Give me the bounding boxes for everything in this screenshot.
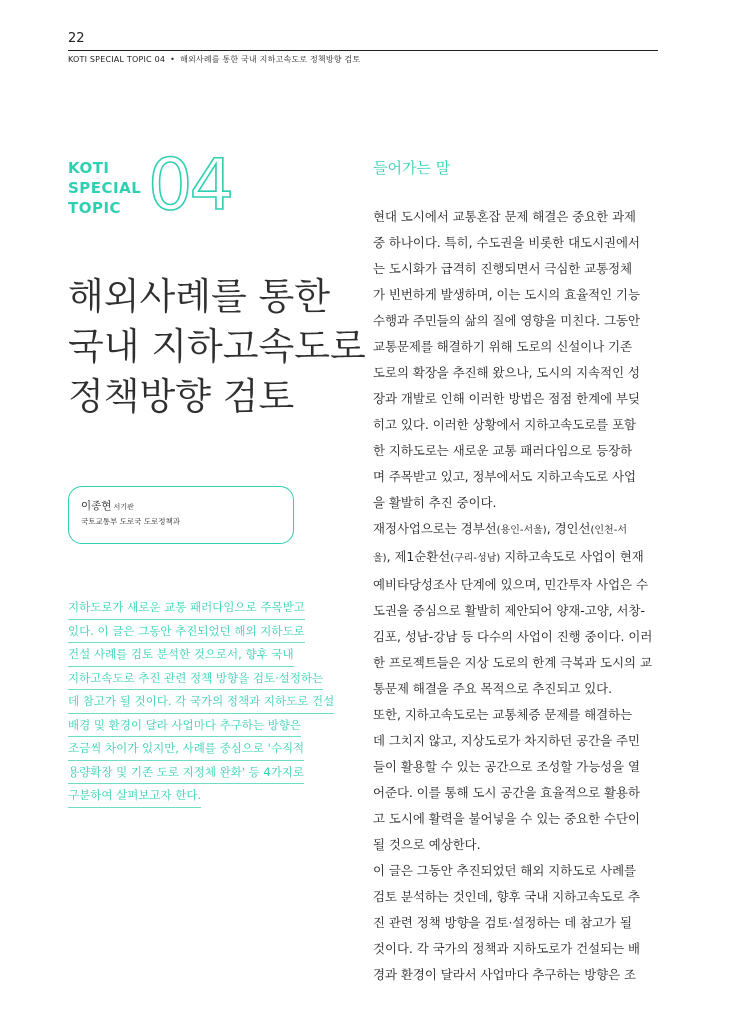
- body-line: 될 것으로 예상한다.: [373, 837, 481, 852]
- body-line: 가 빈번하게 발생하며, 이는 도시의 효율적인 기능: [373, 287, 640, 302]
- article-title-line: 국내 지하고속도로: [68, 325, 366, 368]
- topic-number: 04: [148, 144, 232, 226]
- body-line: 재정사업으로는 경부선(용인-서울), 경인선(인천-서: [373, 521, 627, 536]
- body-line: 데 그치지 않고, 지상도로가 차지하던 공간을 주민: [373, 733, 640, 748]
- abstract-line: 지하고속도로 추진 관련 정책 방향을 검토·설정하는: [68, 667, 323, 691]
- abstract-line: 구분하여 살펴보고자 한다.: [68, 784, 201, 808]
- topic-label: [68, 158, 141, 218]
- body-line: 며 주목받고 있고, 정부에서도 지하고속도로 사업: [373, 469, 637, 484]
- body-line: 이 글은 그동안 추진되었던 해외 지하도로 사례를: [373, 863, 637, 878]
- bullet-separator: •: [170, 55, 176, 64]
- body-line: 예비타당성조사 단계에 있으며, 민간투자 사업은 수: [373, 577, 648, 592]
- page-number: 22: [68, 31, 85, 46]
- author-line: [81, 498, 293, 513]
- abstract: [68, 596, 358, 808]
- body-line: 중 하나이다. 특히, 수도권을 비롯한 대도시권에서: [373, 235, 640, 250]
- author-box: [68, 486, 294, 544]
- body-line: 고 도시에 활력을 불어넣을 수 있는 중요한 수단이: [373, 811, 640, 826]
- abstract-line: 배경 및 환경이 달라 사업마다 추구하는 방향은: [68, 714, 301, 738]
- topic-label-line: KOTI: [68, 159, 110, 177]
- body-line: 한 지하도로는 새로운 교통 패러다임으로 등장하: [373, 443, 633, 458]
- body-line: 교통문제를 해결하기 위해 도로의 신설이나 기존: [373, 339, 633, 354]
- body-line: 는 도시화가 급격히 진행되면서 극심한 교통정체: [373, 261, 633, 276]
- abstract-line: 있다. 이 글은 그동안 추진되었던 해외 지하도로: [68, 620, 305, 644]
- body-line: 진 관련 정책 방향을 검토·설정하는 데 참고가 될: [373, 915, 632, 930]
- body-line: 장과 개발로 인해 이러한 방법은 점점 한계에 부딪: [373, 391, 640, 406]
- body-line: 또한, 지하고속도로는 교통체증 문제를 해결하는: [373, 707, 633, 722]
- body-line: 김포, 성남-강남 등 다수의 사업이 진행 중이다. 이러: [373, 629, 653, 644]
- body-line: 한 프로젝트들은 지상 도로의 한계 극복과 도시의 교: [373, 655, 652, 670]
- body-line: 어준다. 이를 통해 도시 공간을 효율적으로 활용하: [373, 785, 640, 800]
- article-title: [68, 272, 368, 422]
- body-line: 도로의 확장을 추진해 왔으나, 도시의 지속적인 성: [373, 365, 640, 380]
- body-line: 검토 분석하는 것인데, 향후 국내 지하고속도로 추: [373, 889, 640, 904]
- abstract-line: 데 참고가 될 것이다. 각 국가의 정책과 지하도로 건설: [68, 690, 334, 714]
- body-line: 히고 있다. 이러한 상황에서 지하고속도로를 포함: [373, 417, 637, 432]
- topic-label-line: SPECIAL: [68, 179, 142, 197]
- body-line: 들이 활용할 수 있는 공간으로 조성할 가능성을 열: [373, 759, 640, 774]
- author-name: 이종현: [81, 500, 112, 512]
- body-line: 도권을 중심으로 활발히 제안되어 양재-고양, 서창-: [373, 603, 645, 618]
- abstract-line: 조금씩 차이가 있지만, 사례를 중심으로 '수직적: [68, 737, 304, 761]
- abstract-line: 지하도로가 새로운 교통 패러다임으로 주목받고: [68, 596, 305, 620]
- author-affiliation: 국토교통부 도로국 도로정책과: [81, 517, 180, 526]
- body-line: 것이다. 각 국가의 정책과 지하도로가 건설되는 배: [373, 941, 640, 956]
- article-title-line: 정책방향 검토: [68, 375, 295, 418]
- body-line: 현대 도시에서 교통혼잡 문제 해결은 중요한 과제: [373, 209, 637, 224]
- header-rule: [68, 50, 658, 51]
- series-name: KOTI SPECIAL TOPIC 04: [68, 55, 166, 64]
- body-line: 통문제 해결을 주요 목적으로 추진되고 있다.: [373, 681, 613, 696]
- abstract-line: 용량확장 및 기존 도로 지정체 완화' 등 4가지로: [68, 761, 304, 785]
- running-head: [68, 54, 360, 65]
- body-line: 울), 제1순환선(구리-성남) 지하고속도로 사업이 현재: [373, 549, 644, 564]
- body-line: 수행과 주민들의 삶의 질에 영향을 미친다. 그동안: [373, 313, 640, 328]
- author-role: 서기관: [113, 503, 134, 511]
- abstract-line: 건설 사례를 검토 분석한 것으로서, 향후 국내: [68, 643, 294, 667]
- running-head-title: 해외사례를 통한 국내 지하고속도로 정책방향 검토: [180, 55, 361, 64]
- body-line: 경과 환경이 달라서 사업마다 추구하는 방향은 조: [373, 967, 637, 982]
- article-title-line: 해외사례를 통한: [68, 275, 330, 318]
- topic-label-line: TOPIC: [68, 199, 122, 217]
- section-heading: 들어가는 말: [373, 159, 451, 177]
- body-line: 을 활발히 추진 중이다.: [373, 495, 497, 510]
- body-text: [373, 204, 658, 988]
